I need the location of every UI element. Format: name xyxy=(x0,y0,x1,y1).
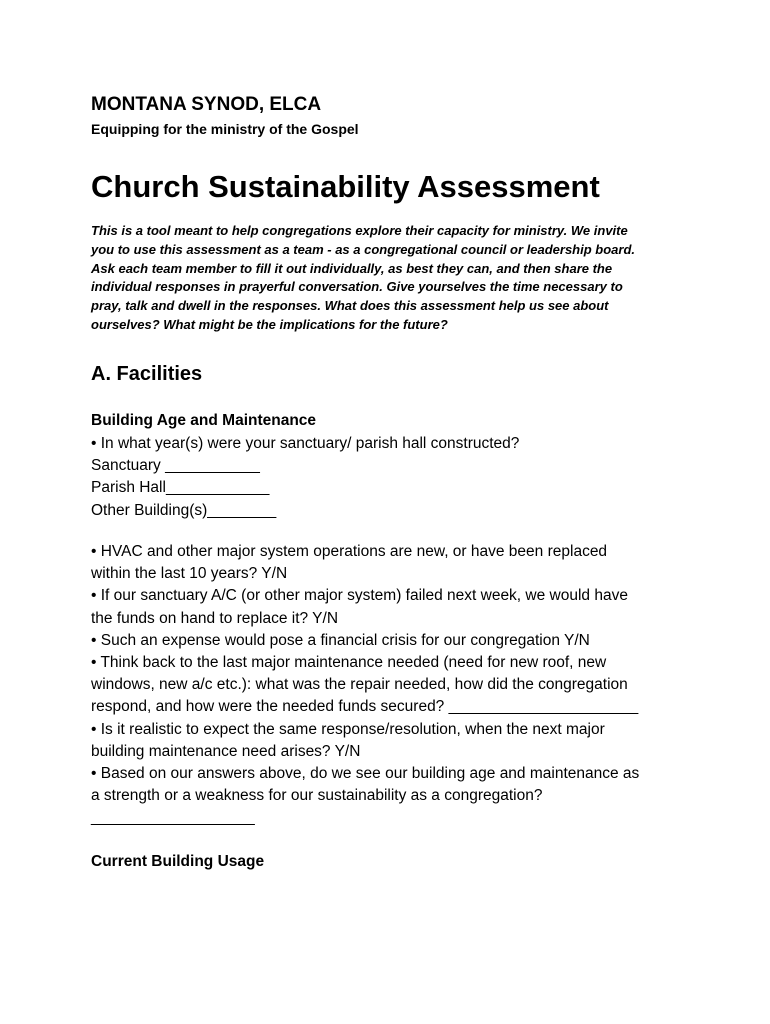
question-line: • Think back to the last major maintenance needed (need for new roof, new xyxy=(91,654,607,672)
intro-line: ourselves? What might be the implications for the future? xyxy=(91,316,448,332)
document-title: Church Sustainability Assessment xyxy=(91,169,600,204)
other-buildings-year-field: Other Building(s)________ xyxy=(91,501,277,519)
parish-hall-year-field: Parish Hall____________ xyxy=(91,479,270,497)
subheading-current-usage: Current Building Usage xyxy=(91,853,265,870)
organization-tagline: Equipping for the ministry of the Gospel xyxy=(91,121,359,137)
organization-title: MONTANA SYNOD, ELCA xyxy=(91,94,322,115)
intro-line: pray, talk and dwell in the responses. What does this assessment help us see about xyxy=(91,298,609,314)
construction-year-question: • In what year(s) were your sanctuary/ parish hall constructed? xyxy=(91,435,520,452)
answer-blank-line: ___________________ xyxy=(91,809,255,827)
question-line: • Is it realistic to expect the same response/resolution, when the next major xyxy=(91,720,605,738)
question-line: windows, new a/c etc.): what was the repair needed, how did the congregation xyxy=(91,676,628,694)
intro-line: you to use this assessment as a team - as a congregational council or leadership board. xyxy=(91,241,636,257)
intro-line: This is a tool meant to help congregations explore their capacity for ministry. We invite xyxy=(91,223,628,238)
question-line: within the last 10 years? Y/N xyxy=(91,565,288,583)
question-line: a strength or a weakness for our sustainability as a congregation? xyxy=(91,787,543,805)
question-line: respond, and how were the needed funds secured? ______________________ xyxy=(91,698,639,716)
intro-line: individual responses in prayerful conversation. Give yourselves the time necessary to xyxy=(91,279,623,295)
sanctuary-year-field: Sanctuary ___________ xyxy=(91,457,260,475)
construction-year-block xyxy=(91,433,681,522)
subheading-building-age: Building Age and Maintenance xyxy=(91,412,317,429)
maintenance-questions-block xyxy=(91,541,681,830)
question-line: • HVAC and other major system operations are new, or have been replaced xyxy=(91,543,608,560)
section-heading-facilities: A. Facilities xyxy=(91,363,203,385)
question-line: • Based on our answers above, do we see our building age and maintenance as xyxy=(91,765,640,783)
question-line: building maintenance need arises? Y/N xyxy=(91,742,361,760)
question-line: the funds on hand to replace it? Y/N xyxy=(91,609,339,627)
question-line: • Such an expense would pose a financial crisis for our congregation Y/N xyxy=(91,631,590,649)
question-line: • If our sanctuary A/C (or other major system) failed next week, we would have xyxy=(91,587,628,605)
intro-line: Ask each team member to fill it out individually, as best they can, and then share the xyxy=(91,260,613,276)
intro-paragraph xyxy=(91,222,681,335)
